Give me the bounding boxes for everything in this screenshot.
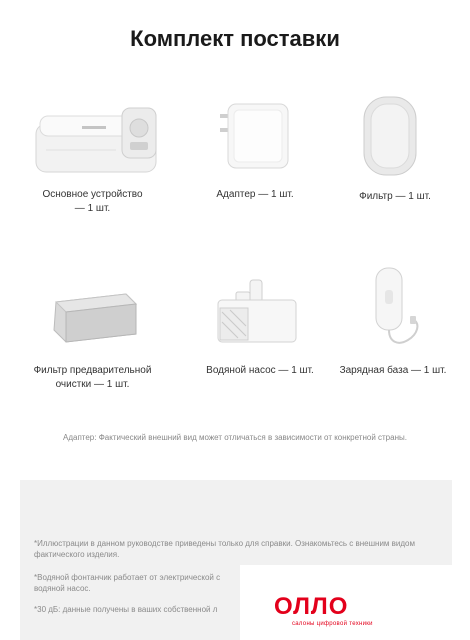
- adapter-note: Адаптер: Фактический внешний вид может отличаться в зависимости от конкретной страны.: [63, 433, 407, 442]
- caption-main-device: Основное устройство — 1 шт.: [42, 189, 143, 214]
- caption-pre-filter: Фильтр предварительной очистки — 1 шт.: [33, 365, 152, 390]
- fountain-device-icon: [30, 102, 170, 177]
- logo-tagline: салоны цифровой техники: [292, 621, 373, 627]
- footnote-2: *Водяной фонтанчик работает от электрической с: [34, 573, 221, 582]
- water-pump-icon: [210, 278, 300, 350]
- caption-water-pump: Водяной насос — 1 шт.: [206, 365, 314, 376]
- page-title: Комплект поставки: [130, 26, 340, 51]
- pre-filter-sponge-icon: [48, 292, 138, 344]
- filter-icon: [362, 95, 418, 177]
- caption-charging-base: Зарядная база — 1 шт.: [339, 365, 447, 376]
- footnote-1: *Иллюстрации в данном руководстве приведены только для справки. Ознакомьтесь с внешним видом фактического изделия.: [34, 539, 415, 559]
- footnote-3: *30 дБ: данные получены в ваших собственной л: [34, 605, 218, 614]
- footnote-2-cont: водяной насос.: [34, 584, 91, 593]
- caption-adapter: Адаптер — 1 шт.: [216, 189, 294, 200]
- logo-wordmark: ОЛЛО: [274, 593, 349, 620]
- brand-logo: [240, 565, 470, 640]
- charging-base-icon: [368, 266, 428, 350]
- caption-filter: Фильтр — 1 шт.: [359, 191, 431, 202]
- power-adapter-icon: [218, 100, 290, 175]
